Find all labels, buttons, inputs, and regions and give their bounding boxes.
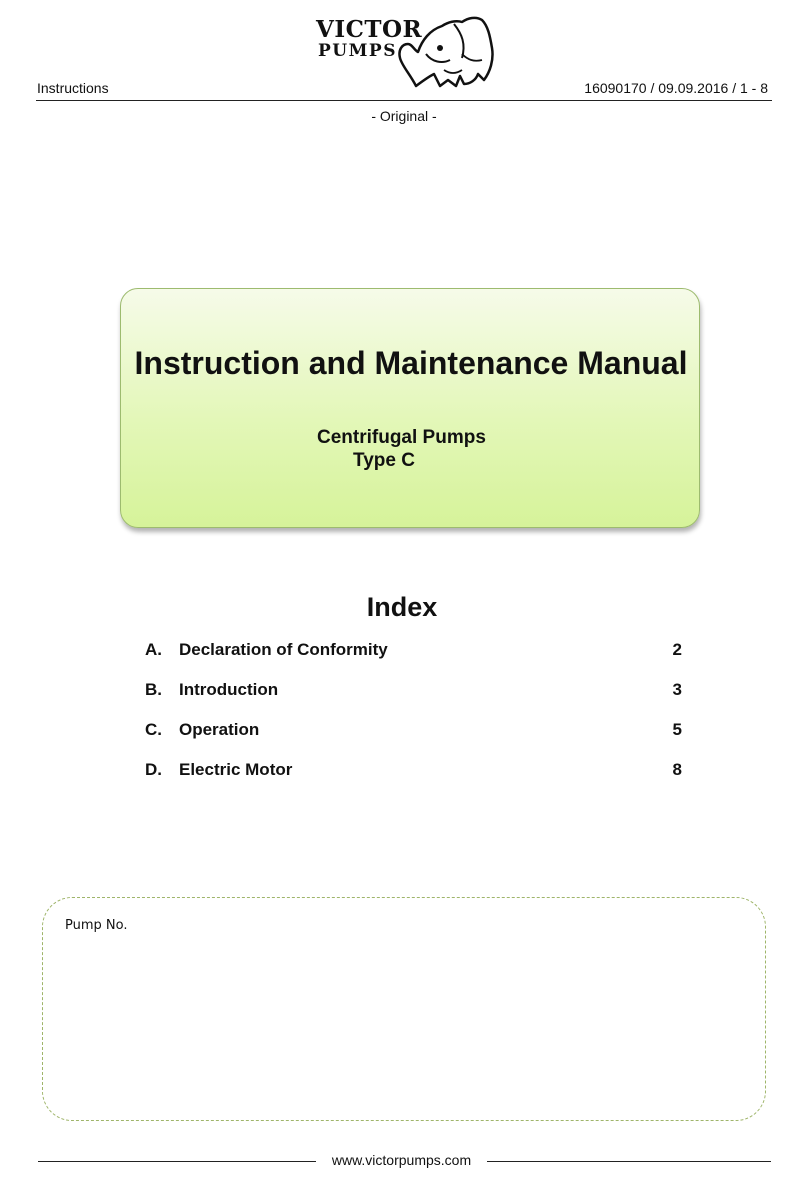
index-item-operation[interactable] bbox=[145, 720, 682, 744]
header-divider bbox=[36, 100, 772, 101]
title-box bbox=[120, 288, 700, 528]
manual-title: Instruction and Maintenance Manual bbox=[134, 345, 688, 381]
index-item-label: Introduction bbox=[179, 680, 279, 699]
header-doc-type: Instructions bbox=[37, 80, 109, 96]
pump-number-box bbox=[42, 897, 766, 1121]
index-item-letter: A. bbox=[145, 640, 162, 659]
index-item-page: 8 bbox=[672, 760, 682, 779]
index-item-page: 2 bbox=[672, 640, 682, 659]
index-item-label: Electric Motor bbox=[179, 760, 293, 779]
footer-divider-left bbox=[38, 1161, 316, 1162]
index-item-page: 3 bbox=[672, 680, 682, 699]
manual-subtitle-line1: Centrifugal Pumps bbox=[317, 427, 486, 448]
index-title: Index bbox=[366, 592, 438, 622]
index-item-letter: B. bbox=[145, 680, 162, 699]
index-item-letter: C. bbox=[145, 720, 162, 739]
pump-number-label: Pump No. bbox=[65, 918, 128, 933]
index-item-label: Declaration of Conformity bbox=[179, 640, 388, 659]
index-item-label: Operation bbox=[179, 720, 260, 739]
manual-subtitle-line2: Type C bbox=[353, 450, 415, 471]
index-item-electric-motor[interactable] bbox=[145, 760, 682, 784]
footer-website-link[interactable]: www.victorpumps.com bbox=[331, 1152, 472, 1168]
header-doc-reference: 16090170 / 09.09.2016 / 1 - 8 bbox=[584, 80, 768, 96]
victor-pumps-logo bbox=[312, 14, 494, 94]
logo-text-line1: VICTOR bbox=[316, 16, 423, 43]
logo-text-line2: PUMPS bbox=[318, 41, 397, 61]
index-item-letter: D. bbox=[145, 760, 162, 779]
index-item-declaration-of-conformity[interactable] bbox=[145, 640, 682, 664]
original-label: - Original - bbox=[371, 108, 437, 124]
elephant-icon bbox=[396, 14, 494, 94]
index-item-introduction[interactable] bbox=[145, 680, 682, 704]
footer-divider-right bbox=[487, 1161, 771, 1162]
index-item-page: 5 bbox=[672, 720, 682, 739]
